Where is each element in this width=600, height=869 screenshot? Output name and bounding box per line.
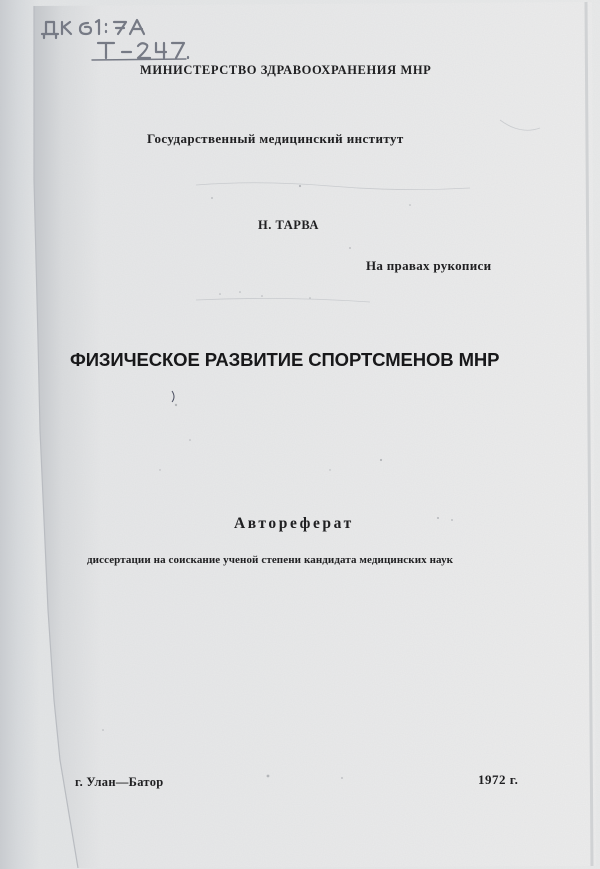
dissertation-line: диссертации на соискание ученой степени кандидата медицинских наук <box>87 554 454 566</box>
publication-city: г. Улан—Батор <box>75 775 164 789</box>
ministry-heading: МИНИСТЕРСТВО ЗДРАВООХРАНЕНИЯ МНР <box>140 63 432 77</box>
document-title: ФИЗИЧЕСКОЕ РАЗВИТИЕ СПОРТСМЕНОВ МНР <box>70 349 500 370</box>
publication-year: 1972 г. <box>478 772 519 787</box>
abstract-label: Автореферат <box>234 515 354 532</box>
institute-name: Государственный медицинский институт <box>147 131 404 146</box>
rights-notice: На правах рукописи <box>366 258 492 273</box>
author-name: Н. ТАРВА <box>258 218 319 232</box>
